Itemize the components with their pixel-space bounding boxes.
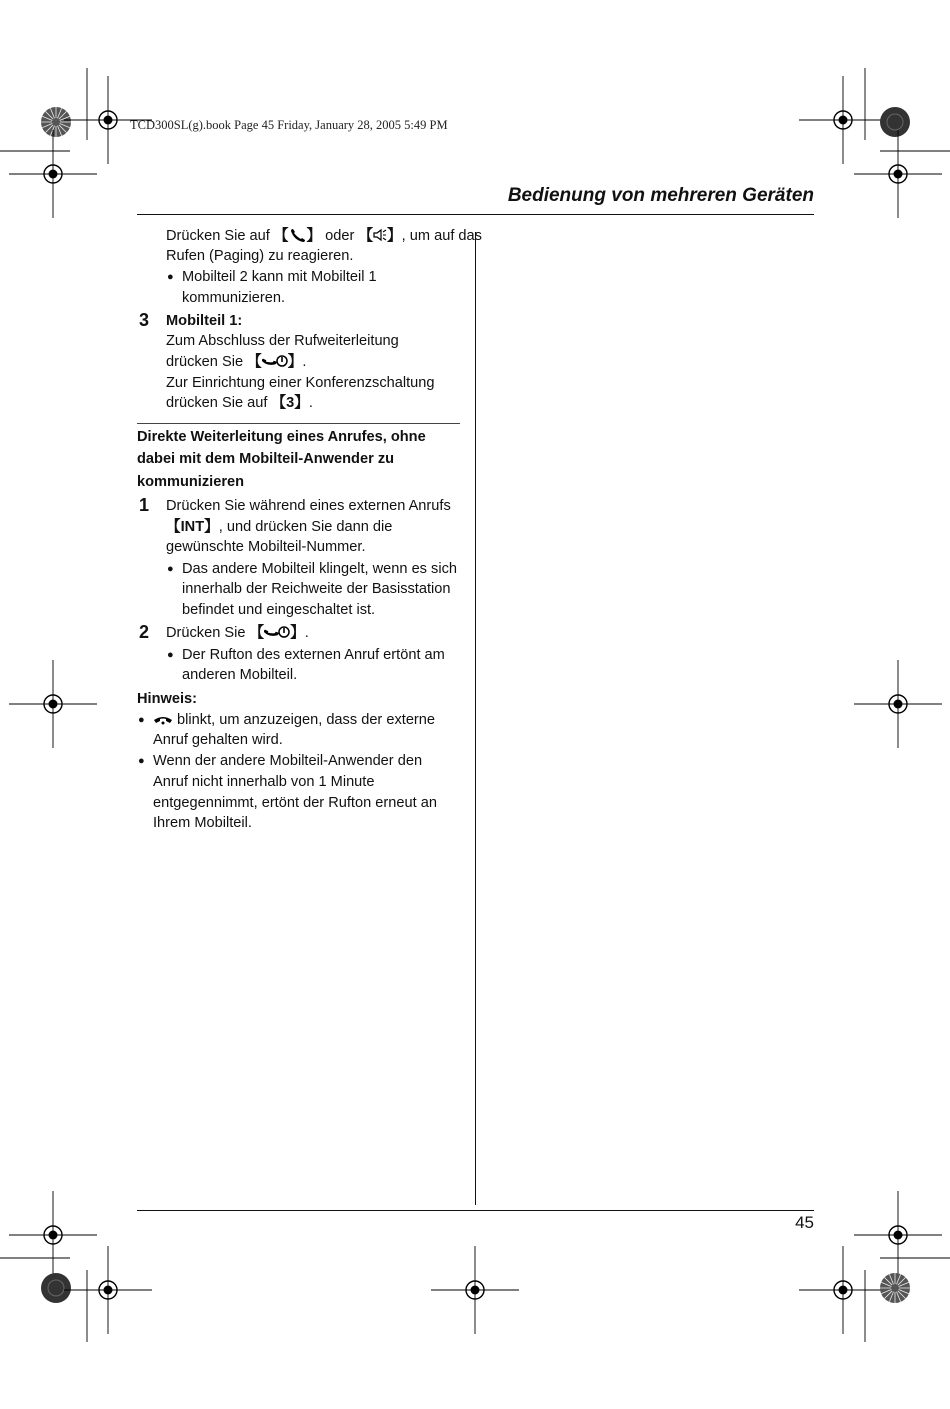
phone-talk-icon xyxy=(289,228,307,242)
phone-off-power-icon xyxy=(262,354,288,368)
phone-talk-key: 【 】 xyxy=(273,228,322,244)
subsection-title-line2: dabei mit dem Mobilteil-Anwender zu xyxy=(137,451,395,467)
step3-line2: drücken Sie 【 】. xyxy=(166,354,307,370)
step-number: 1 xyxy=(139,495,150,515)
block1-bullet-line2: kommunizieren. xyxy=(182,290,286,306)
subsection-title-line1: Direkte Weiterleitung eines Anrufes, ohne xyxy=(137,429,426,445)
bullet: ● xyxy=(167,649,174,661)
off-key: 【 】 xyxy=(247,354,303,370)
step1-line1: Drücken Sie während eines externen Anrufs xyxy=(166,498,451,514)
step3-heading: Mobilteil 1: xyxy=(166,313,243,329)
section-title: Bedienung von mehreren Geräten xyxy=(507,185,814,206)
bullet: ● xyxy=(167,271,174,283)
step1-bullet-line1: Das andere Mobilteil klingelt, wenn es sich xyxy=(182,561,457,577)
section-separator xyxy=(137,423,460,424)
note-bullet2-line4: Ihrem Mobilteil. xyxy=(153,815,252,831)
step-number: 2 xyxy=(139,622,150,642)
block1-bullet-line1: Mobilteil 2 kann mit Mobilteil 1 xyxy=(182,269,377,285)
book-print-header: TCD300SL(g).book Page 45 Friday, January 28, 2005 5:49 PM xyxy=(130,118,448,132)
page-number: 45 xyxy=(795,1213,814,1232)
step3-line1: Zum Abschluss der Rufweiterleitung xyxy=(166,333,399,349)
header-rule xyxy=(137,214,814,215)
note-bullet2-line3: entgegennimmt, ertönt der Rufton erneut an xyxy=(153,795,437,811)
note-heading: Hinweis: xyxy=(137,691,198,707)
step1-bullet-line3: befindet und eingeschaltet ist. xyxy=(182,602,376,618)
step1-bullet-line2: innerhalb der Reichweite der Basisstation xyxy=(182,581,451,597)
bullet: ● xyxy=(167,563,174,575)
note-bullet1-line1: blinkt, um anzuzeigen, dass der externe xyxy=(153,710,435,730)
key-3: 【3】 xyxy=(271,395,309,411)
phone-off-power-icon xyxy=(264,625,290,639)
subsection-title-line3: kommunizieren xyxy=(137,474,245,490)
step-number: 3 xyxy=(139,310,150,330)
speakerphone-key: 【 】 xyxy=(358,228,402,244)
bullet: ● xyxy=(138,755,145,767)
step1-line2: 【INT】, und drücken Sie dann die xyxy=(166,519,393,535)
step2-bullet-line1: Der Rufton des externen Anruf ertönt am xyxy=(182,647,445,663)
step2-bullet-line2: anderen Mobilteil. xyxy=(182,667,298,683)
step3-line3: Zur Einrichtung einer Konferenzschaltung xyxy=(166,375,435,391)
hold-icon xyxy=(153,714,173,726)
off-key: 【 】 xyxy=(249,625,305,641)
block1-line2: Rufen (Paging) zu reagieren. xyxy=(166,248,354,264)
int-key: 【INT】 xyxy=(166,519,219,535)
step2-line1: Drücken Sie 【 】. xyxy=(166,625,309,641)
step3-line4: drücken Sie auf 【3】. xyxy=(166,395,313,411)
note-bullet2-line2: Anruf nicht innerhalb von 1 Minute xyxy=(153,774,375,790)
column-divider xyxy=(475,232,476,1205)
bullet: ● xyxy=(138,714,145,726)
footer-rule xyxy=(137,1210,814,1211)
step1-line3: gewünschte Mobilteil-Nummer. xyxy=(166,539,366,555)
note-bullet1-line2: Anruf gehalten wird. xyxy=(153,732,283,748)
speakerphone-icon xyxy=(373,228,387,242)
block1-line1: Drücken Sie auf 【 】 oder 【 】, um auf das xyxy=(166,228,482,244)
note-bullet2-line1: Wenn der andere Mobilteil-Anwender den xyxy=(153,753,423,769)
